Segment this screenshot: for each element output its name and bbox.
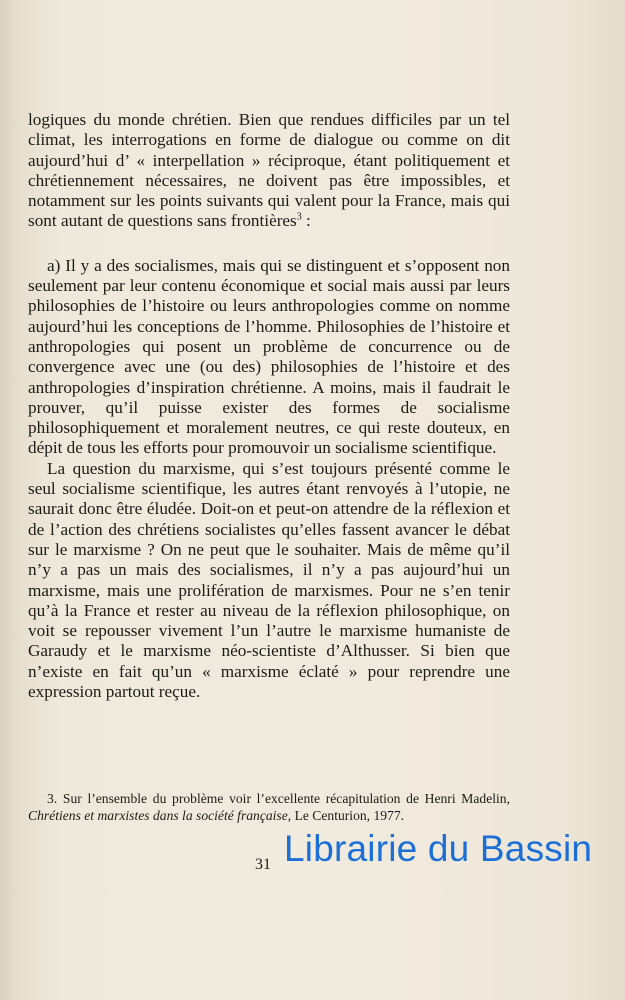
footnote-reference: 3 (296, 211, 302, 223)
footnote-prefix: 3. Sur l’ensemble du problème voir l’excellente récapitulation de Henri Madelin, (47, 791, 510, 806)
paragraph-marxism: La question du marxisme, qui s’est toujours présenté comme le seul socialisme scientifique, les autres étant renvoyés à l’utopie, ne saurait donc être éludée. Doit-on et peut-on attendre de la réflexion et de l’action des chrétiens socialistes qu’elles fassent avancer le débat sur le marxisme ? On ne peut que le souhaiter. Mais de même qu’il n’y a pas un mais des socialismes, il n’y a pas aujourd’hui un marxisme, mais une prolifération de marxismes. Pour ne s’en tenir qu’à la France et rester au niveau de la réflexion philosophique, on voit se repousser vivement l’un l’autre le marxisme humaniste de Garaudy et le marxisme néo-scientiste d’Althusser. Si bien que n’existe en fait qu’un « marxisme éclaté » pour reprendre une expression partout reçue. (28, 458, 510, 702)
paragraph-intro-tail: : (301, 211, 311, 231)
bookshop-watermark: Librairie du Bassin (284, 828, 593, 869)
footnote (28, 790, 510, 824)
paragraph-socialisms: a) Il y a des socialismes, mais qui se distinguent et s’opposent non seulement par leur contenu économique et social mais aussi par leurs philosophies de l’histoire ou leurs anthropologies comme on nomme aujourd’hui les conceptions de l’homme. Philosophies de l’histoire et anthropologies qui posent un problème de concurrence ou de convergence avec une (ou des) philosophies de l’histoire et des anthropologies d’inspiration chrétienne. A moins, mais il faudrait le prouver, qu’il puisse exister des formes de socialisme philosophiquement et moralement neutres, ce qui reste douteux, en dépit de tous les efforts pour promouvoir un socialisme scientifique. (28, 255, 510, 458)
footnote-book-title: Chrétiens et marxistes dans la société française (28, 808, 288, 823)
paragraph-intro-text: logiques du monde chrétien. Bien que rendues difficiles par un tel climat, les interrogations en forme de dialogue ou comme on dit aujourd’hui d’ « interpellation » réciproque, étant politiquement et chrétiennement nécessaires, ne doivent pas être impossibles, et notamment sur les points suivants qui valent pour la France, mais qui sont autant de questions sans frontières (28, 110, 510, 231)
page-number: 31 (255, 856, 271, 873)
footnote-suffix: , Le Centurion, 1977. (287, 808, 405, 823)
paragraph-intro (28, 110, 510, 232)
page-body (28, 110, 510, 702)
